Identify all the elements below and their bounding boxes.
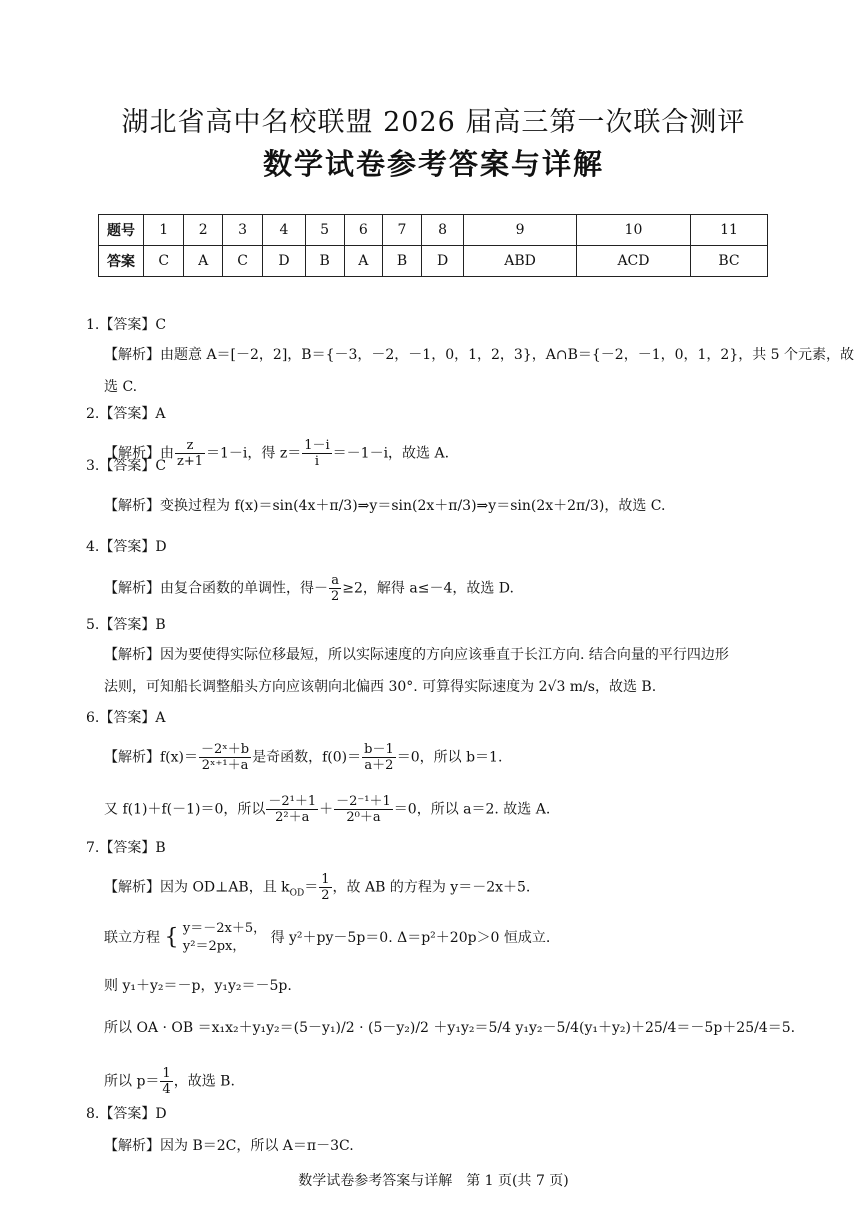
q6-text-mid: 是奇函数，f(0)＝ xyxy=(252,749,362,766)
q2-text-pre: 【解析】由 xyxy=(104,445,174,462)
answer-cell: D xyxy=(263,246,305,277)
q6-plus: ＋ xyxy=(319,801,334,818)
q7-l1-pre: 【解析】因为 OD⊥AB，且 k xyxy=(104,879,290,896)
q4-num: a xyxy=(329,573,341,589)
q6-l2-pre: 又 f(1)＋f(－1)＝0，所以 xyxy=(104,801,266,818)
answer-cell: C xyxy=(144,246,184,277)
answer-cell: ABD xyxy=(464,246,577,277)
q4-text-post: ≥2，解得 a≤－4，故选 D. xyxy=(342,580,514,597)
number-cell: 10 xyxy=(576,215,690,246)
number-cell: 7 xyxy=(383,215,422,246)
q6-g1-den: 2²＋a xyxy=(275,810,310,825)
q6-f1-den: 2ˣ⁺¹＋a xyxy=(201,758,249,773)
q6-answer-label: 6.【答案】A xyxy=(86,710,166,726)
number-cell: 4 xyxy=(263,215,305,246)
q7-l5-pre: 所以 p＝ xyxy=(104,1073,160,1090)
number-cell: 1 xyxy=(144,215,184,246)
number-cell: 3 xyxy=(222,215,262,246)
q8-answer-label: 8.【答案】D xyxy=(86,1106,167,1122)
q6-fraction-4 xyxy=(334,794,393,825)
answer-cell: A xyxy=(184,246,222,277)
q6-fraction-3 xyxy=(266,794,318,825)
q6-text-post: ＝0，所以 b＝1. xyxy=(396,749,503,766)
answer-cell: A xyxy=(344,246,382,277)
q4-text-pre: 【解析】由复合函数的单调性，得－ xyxy=(104,580,328,597)
q2-text-post: ＝－1－i，故选 A. xyxy=(332,445,450,462)
q5-explanation-line1: 【解析】因为要使得实际位移最短，所以实际速度的方向应该垂直于长江方向. 结合向量的平行四边形 xyxy=(104,647,729,663)
q7-l5-fraction xyxy=(160,1066,172,1097)
q2-answer-label: 2.【答案】A xyxy=(86,406,166,422)
answer-cell: BC xyxy=(691,246,768,277)
q7-fraction xyxy=(319,872,331,903)
q4-fraction xyxy=(329,573,341,604)
q7-subscript: OD xyxy=(289,888,305,899)
q7-l5-post: ，故选 B. xyxy=(173,1073,235,1090)
q2-text-mid: ＝1－i，得 z＝ xyxy=(206,445,302,462)
q6-g2-den: 2⁰＋a xyxy=(346,810,381,825)
q6-explanation-line2 xyxy=(104,794,794,825)
answer-cell: C xyxy=(222,246,262,277)
answer-cell: ACD xyxy=(576,246,690,277)
q2-f1-den: z+1 xyxy=(177,454,204,469)
q7-eq2: y²＝2px， xyxy=(182,939,246,954)
page-footer: 数学试卷参考答案与详解 第 1 页(共 7 页) xyxy=(298,1173,569,1189)
number-cell: 11 xyxy=(691,215,768,246)
answer-row-head: 答案 xyxy=(99,246,144,277)
q6-g2-num: －2⁻¹＋1 xyxy=(336,794,391,809)
q4-explanation xyxy=(104,573,794,604)
q6-explanation-line1 xyxy=(104,742,794,773)
q6-g1-num: －2¹＋1 xyxy=(268,794,317,809)
q1-explanation-line2: 选 C. xyxy=(104,379,138,395)
q3-explanation: 【解析】变换过程为 f(x)＝sin(4x＋π/3)⇒y＝sin(2x＋π/3)⇒y＝sin(2x＋2π/3)，故选 C. xyxy=(104,498,666,514)
answer-cell: B xyxy=(383,246,422,277)
q1-answer-label: 1.【答案】C xyxy=(86,317,167,333)
q7-explanation-line4: 所以 OA · OB ＝x₁x₂＋y₁y₂＝(5－y₁)/2 · (5－y₂)/2 ＋y₁y₂＝5/4 y₁y₂－5/4(y₁＋y₂)＋25/4＝－5p＋25/4＝5. xyxy=(104,1020,796,1036)
q7-explanation-line2 xyxy=(104,920,794,956)
answer-row xyxy=(99,246,768,277)
q7-l1-post: ，故 AB 的方程为 y＝－2x＋5. xyxy=(332,879,531,896)
answer-table xyxy=(98,214,768,277)
number-row-head: 题号 xyxy=(99,215,144,246)
q7-eq1: y＝－2x＋5， xyxy=(182,921,267,936)
q7-system xyxy=(183,920,266,956)
q6-f1-num: －2ˣ＋b xyxy=(201,742,250,757)
q6-fraction-2 xyxy=(362,742,396,773)
q5-explanation-line2: 法则，可知船长调整船头方向应该朝向北偏西 30°. 可算得实际速度为 2√3 m/s，故选 B. xyxy=(104,679,657,695)
q2-f1-num: z xyxy=(175,438,205,454)
q2-f2-num: 1－i xyxy=(304,438,330,453)
page-title: 湖北省高中名校联盟 2026 届高三第一次联合测评 xyxy=(121,107,746,138)
q2-f2-den: i xyxy=(314,454,320,469)
q1-explanation-line1: 【解析】由题意 A＝[－2，2]，B＝{－3，－2，－1，0，1，2，3}，A∩B＝{－2，－1，0，1，2}，共 5 个元素，故 xyxy=(104,347,855,363)
q7-l5-den: 4 xyxy=(162,1082,171,1097)
q7-den: 2 xyxy=(321,888,330,903)
q3-answer-label: 3.【答案】C xyxy=(86,458,167,474)
number-cell: 8 xyxy=(422,215,464,246)
q5-answer-label: 5.【答案】B xyxy=(86,617,166,633)
q7-l1-mid: ＝ xyxy=(304,879,319,896)
q6-fraction-1 xyxy=(199,742,251,773)
page-subtitle: 数学试卷参考答案与详解 xyxy=(262,147,604,181)
q7-l2-a: 联立方程 xyxy=(104,930,160,946)
q6-f2-den: a＋2 xyxy=(364,758,394,773)
q7-explanation-line5 xyxy=(104,1066,794,1097)
number-row xyxy=(99,215,768,246)
q7-explanation-line1 xyxy=(104,872,794,903)
answer-cell: D xyxy=(422,246,464,277)
answer-cell: B xyxy=(305,246,344,277)
q7-l2-d: 得 y²＋py－5p＝0. Δ＝p²＋20p＞0 恒成立. xyxy=(270,930,551,946)
q7-num: 1 xyxy=(321,872,330,887)
q7-answer-label: 7.【答案】B xyxy=(86,840,166,856)
q6-text-pre: 【解析】f(x)＝ xyxy=(104,749,199,766)
q4-den: 2 xyxy=(331,589,340,604)
q6-f2-num: b－1 xyxy=(364,742,394,757)
q7-l5-num: 1 xyxy=(162,1066,171,1081)
q8-explanation-line1: 【解析】因为 B＝2C，所以 A＝π－3C. xyxy=(104,1138,354,1154)
q6-l2-post: ＝0，所以 a＝2. 故选 A. xyxy=(393,801,551,818)
number-cell: 2 xyxy=(184,215,222,246)
q4-answer-label: 4.【答案】D xyxy=(86,539,167,555)
number-cell: 6 xyxy=(344,215,382,246)
number-cell: 5 xyxy=(305,215,344,246)
q7-brace: { xyxy=(164,925,179,950)
number-cell: 9 xyxy=(464,215,577,246)
q7-explanation-line3: 则 y₁＋y₂＝－p，y₁y₂＝－5p. xyxy=(104,978,292,994)
